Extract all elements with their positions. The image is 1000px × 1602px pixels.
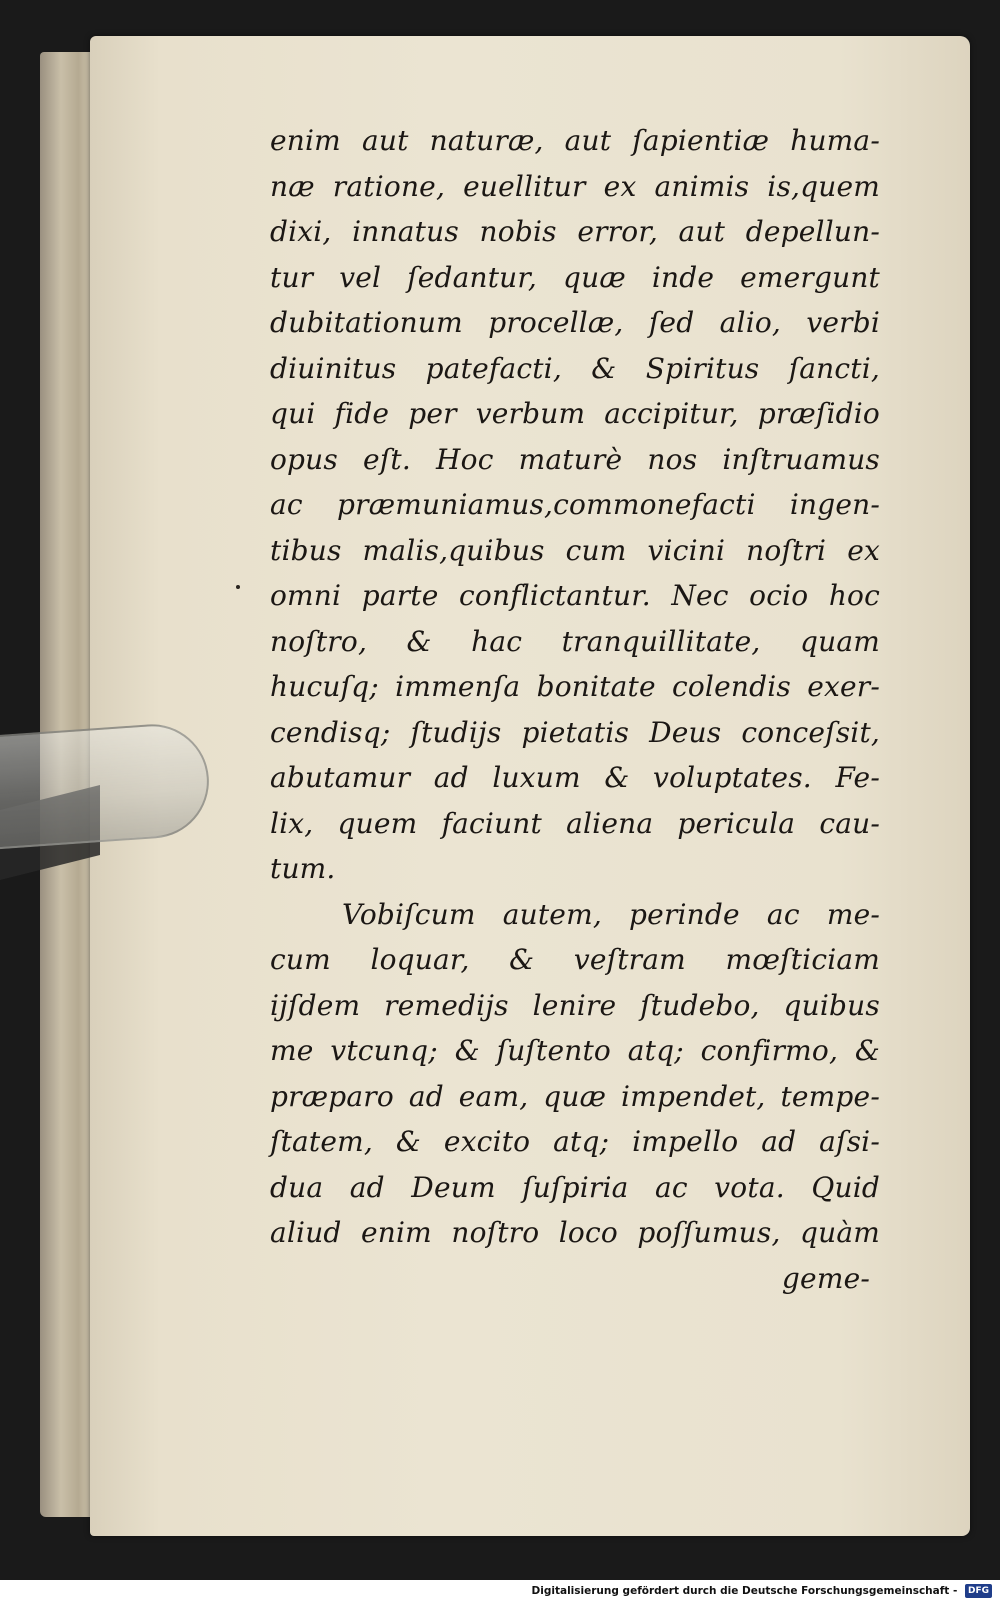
text-line: hucuſq; immenſa bonitate colendis exer- [270, 670, 880, 703]
digitization-credit [0, 1580, 1000, 1602]
ink-speck [236, 585, 240, 589]
text-line: omni parte conflictantur. Nec ocio hoc [270, 579, 880, 612]
text-line: dubitationum procellæ, ſed alio, verbi [270, 306, 880, 339]
text-line: enim aut naturæ, aut ſapientiæ huma- [270, 124, 880, 157]
text-line: opus eſt. Hoc maturè nos inſtruamus [270, 442, 880, 476]
text-line: qui fide per verbum accipitur, præſidio [270, 397, 880, 430]
text-line: noſtro, & hac tranquillitate, quam [270, 624, 880, 658]
dfg-logo: DFG [965, 1584, 992, 1598]
text-line: diuinitus patefacti, & Spiritus ſancti, [270, 351, 880, 385]
text-line: tur vel ſedantur, quæ inde emergunt [270, 260, 880, 294]
text-line: præparo ad eam, quæ impendet, tempe- [270, 1079, 880, 1113]
text-line: Vobiſcum autem, perinde ac me- [342, 897, 880, 931]
text-line: dixi, innatus nobis error, aut depellun- [270, 215, 880, 248]
text-line: abutamur ad luxum & voluptates. Fe- [270, 761, 880, 794]
text-line: aliud enim noſtro loco poſſumus, quàm [270, 1216, 880, 1249]
credit-text: Digitalisierung gefördert durch die Deutsche Forschungsgemeinschaft - [531, 1585, 958, 1597]
text-line: tibus malis,quibus cum vicini noſtri ex [270, 533, 880, 567]
text-line: me vtcunq; & ſuſtento atq; confirmo, & [270, 1034, 880, 1067]
text-line: næ ratione, euellitur ex animis is,quem [270, 169, 880, 203]
text-line: ijſdem remedijs lenire ſtudebo, quibus [270, 988, 880, 1022]
text-line: ſtatem, & excito atq; impello ad aſsi- [270, 1125, 880, 1158]
text-line: cendisq; ſtudijs pietatis Deus conceſsit, [270, 715, 880, 749]
catchword: geme- [781, 1261, 870, 1295]
text-line: lix, quem faciunt aliena pericula cau- [270, 806, 880, 840]
text-line: tum. [270, 852, 336, 885]
text-line: dua ad Deum ſuſpiria ac vota. Quid [270, 1170, 880, 1204]
text-line: ac præmuniamus,commonefacti ingen- [270, 488, 880, 521]
page-text [270, 118, 880, 1301]
text-line: cum loquar, & veſtram mœſticiam [270, 943, 880, 976]
page-clip [0, 721, 213, 850]
